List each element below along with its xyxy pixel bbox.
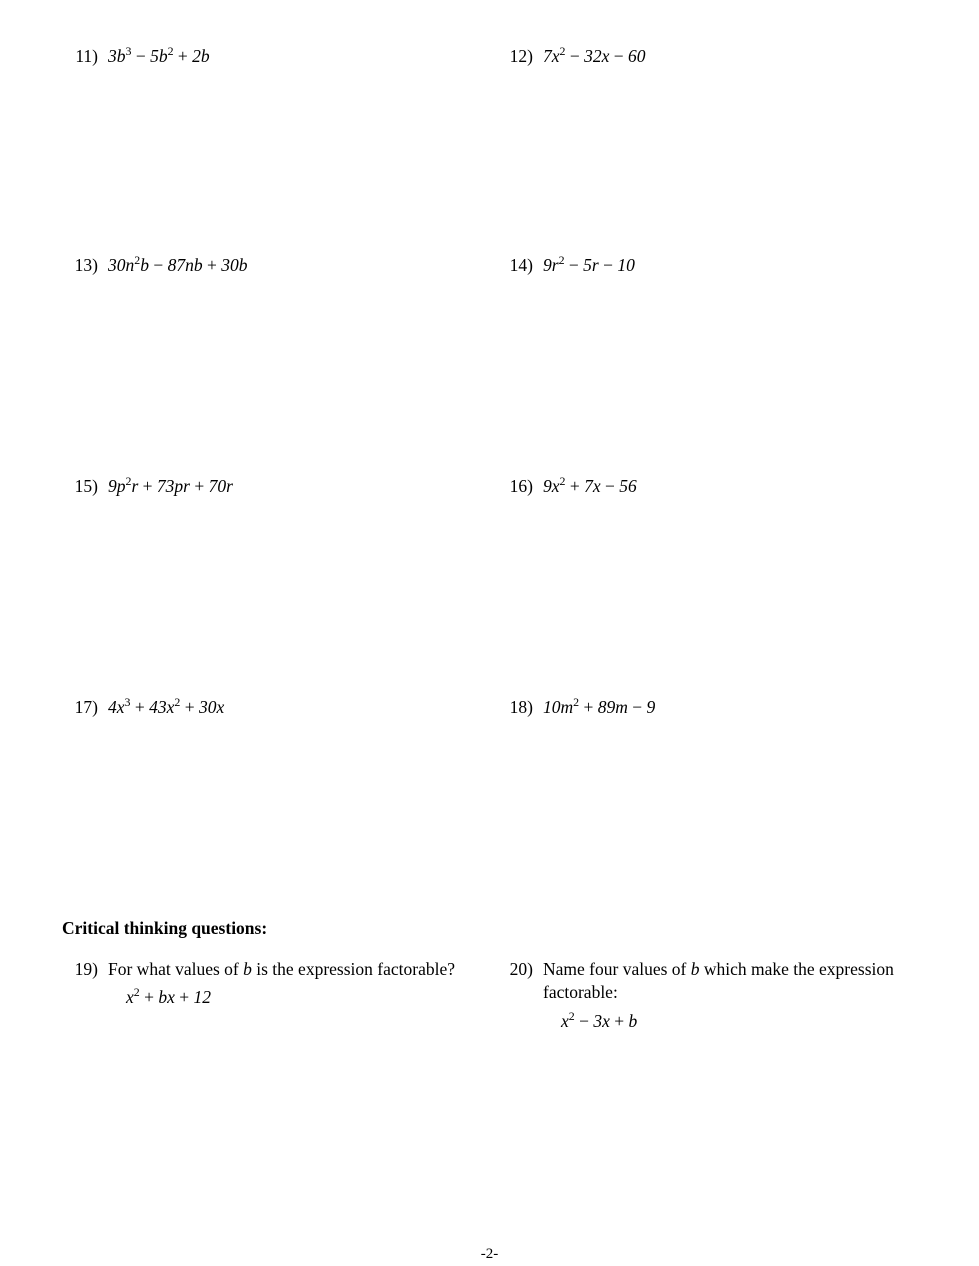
problem-expression: $4x^3 + 43x^2 + 30x$ <box>108 695 225 717</box>
problem-row <box>0 476 979 498</box>
question-number: 20) <box>509 959 533 979</box>
question-body <box>543 958 930 1033</box>
problem-number: 13) <box>74 255 98 275</box>
problem-cell-16 <box>495 476 930 498</box>
problem-number: 17) <box>74 697 98 717</box>
problem-number: 12) <box>509 46 533 66</box>
question-number: 19) <box>74 959 98 979</box>
problem-number: 15) <box>74 476 98 496</box>
problem-12 <box>495 46 930 68</box>
problem-expression: $10m^2 + 89m - 9$ <box>543 695 656 717</box>
problem-cell-18 <box>495 697 930 719</box>
problem-cell-11 <box>60 46 495 68</box>
problem-number: 16) <box>509 476 533 496</box>
problem-expression: $3b^3 - 5b^2 + 2b$ <box>108 44 210 66</box>
critical-thinking-cell-20 <box>495 958 930 1033</box>
critical-thinking-cell-19 <box>60 958 495 1033</box>
critical-thinking-question-19 <box>60 958 495 1010</box>
problem-cell-15 <box>60 476 495 498</box>
problem-18 <box>495 697 930 719</box>
problem-expression: $9r^2 - 5r - 10$ <box>543 253 635 275</box>
problem-cell-14 <box>495 255 930 277</box>
problem-number: 14) <box>509 255 533 275</box>
critical-thinking-question-20 <box>495 958 930 1033</box>
problem-15 <box>60 476 495 498</box>
question-expression: $x^2$ + bx + 12 <box>126 985 212 1008</box>
problem-13 <box>60 255 495 277</box>
problem-row <box>0 697 979 719</box>
page-number-footer: -2- <box>480 1246 499 1262</box>
problem-row <box>0 255 979 277</box>
problem-16 <box>495 476 930 498</box>
problem-cell-17 <box>60 697 495 719</box>
problem-expression: $7x^2 - 32x - 60$ <box>543 44 646 66</box>
problem-row <box>0 46 979 68</box>
question-expression: $x^2 - 3x + b$ <box>561 1008 638 1031</box>
critical-thinking-heading: Critical thinking questions: <box>62 918 268 938</box>
problem-number: 11) <box>75 46 98 66</box>
problem-11 <box>60 46 495 68</box>
question-body <box>108 958 455 1010</box>
problem-number: 18) <box>509 697 533 717</box>
question-text: Name four values of b which make the expression factorable: <box>543 959 894 1003</box>
problem-cell-13 <box>60 255 495 277</box>
problem-cell-12 <box>495 46 930 68</box>
problem-expression: $9p^2r + 73pr + 70r$ <box>108 474 233 496</box>
critical-thinking-row <box>0 958 979 1033</box>
problem-expression: $30n^2b - 87nb + 30b$ <box>108 253 248 275</box>
problem-17 <box>60 697 495 719</box>
question-text: For what values of b is the expression factorable? <box>108 959 455 979</box>
problem-expression: $9x^2 + 7x - 56$ <box>543 474 637 496</box>
problem-14 <box>495 255 930 277</box>
